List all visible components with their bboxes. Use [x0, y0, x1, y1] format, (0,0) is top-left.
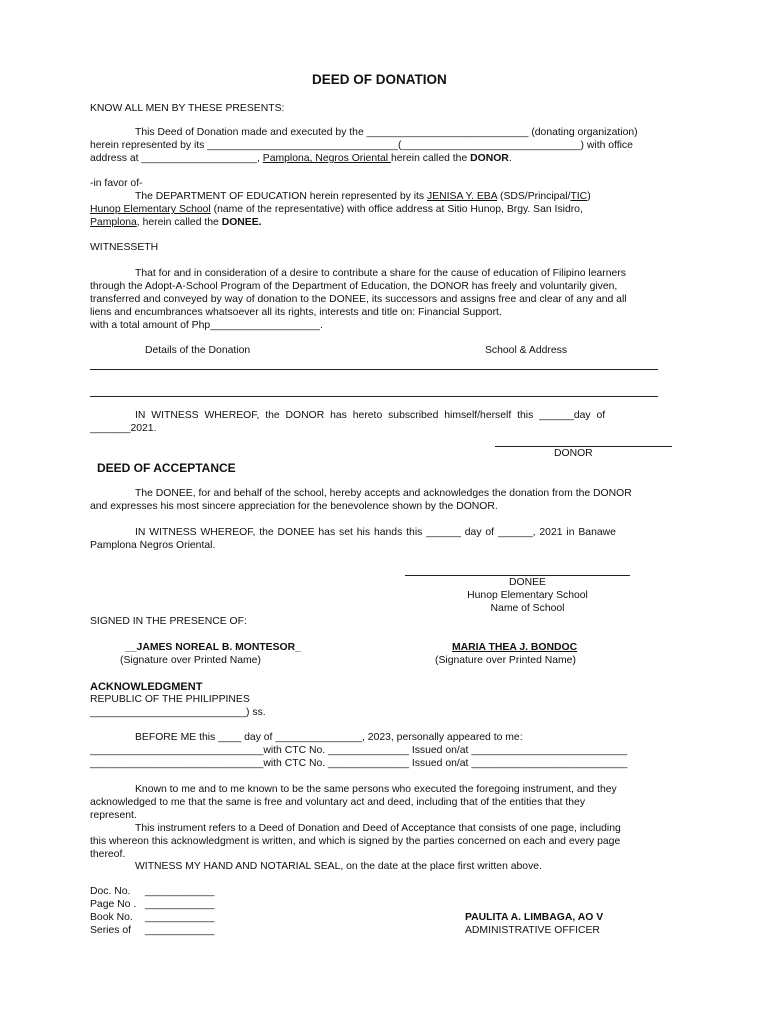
details-line-1 [90, 369, 658, 370]
republic-line: REPUBLIC OF THE PHILIPPINES [90, 694, 250, 705]
school-address-header: School & Address [485, 345, 568, 356]
donor-term: DONOR [470, 153, 509, 164]
donor-place: Pamplona, Negros Oriental [262, 153, 391, 164]
book-no-label: Book No. [90, 912, 133, 923]
page-no-blank: ____________ [145, 899, 215, 910]
consideration-line-3: transferred and conveyed by way of donation to the DONEE, its successors and assigns free and clear of any and all [90, 294, 627, 305]
donee-called: , herein called the [136, 217, 222, 228]
consideration-line-2: through the Adopt-A-School Program of the Department of Education, the DONOR has freely and voluntarily given, [90, 281, 618, 292]
donee-para-line-1 [135, 191, 591, 204]
signed-presence-heading: SIGNED IN THE PRESENCE OF: [90, 616, 247, 627]
acknowledgment-title: ACKNOWLEDGMENT [90, 681, 203, 693]
representative-name: JENISA Y. EBA [427, 191, 498, 202]
intro-line: KNOW ALL MEN BY THESE PRESENTS: [90, 103, 285, 114]
document-title: DEED OF DONATION [312, 72, 447, 87]
donee-witness-line-1: IN WITNESS WHEREOF, the DONEE has set his hands this ______ day of ______, 2021 in Banawe [135, 527, 616, 538]
donee-school: Hunop Elementary School [467, 590, 588, 601]
donor-signature-line [495, 446, 672, 447]
doc-no-blank: ____________ [145, 886, 215, 897]
office-address: (name of the representative) with office address at Sitio Hunop, Brgy. San Isidro, [210, 204, 583, 215]
address-blank: address at ____________________, [90, 153, 263, 164]
close-paren: ) [587, 191, 591, 202]
ctc-line-1: ______________________________with CTC No. ______________ Issued on/at ___________________________ [90, 745, 628, 756]
school-name: Hunop Elementary School [90, 204, 211, 215]
donation-para-line-1: This Deed of Donation made and executed by the ____________________________ (donating organization) [135, 127, 638, 138]
before-me-line: BEFORE ME this ____ day of _______________, 2023, personally appeared to me: [135, 732, 523, 743]
donor-witness-line-2: _______2021. [90, 423, 157, 434]
details-header: Details of the Donation [145, 345, 251, 356]
doc-no-label: Doc. No. [90, 886, 131, 897]
donor-signature-label: DONOR [554, 448, 593, 459]
donee-term: DONEE. [221, 217, 262, 228]
series-of-label: Series of [90, 925, 132, 936]
acceptance-para-line-1: The DONEE, for and behalf of the school, hereby accepts and acknowledges the donation from the DONOR [135, 488, 632, 499]
instrument-line-1: This instrument refers to a Deed of Donation and Deed of Acceptance that consists of one page, including [135, 823, 621, 834]
witness-a-name: __JAMES NOREAL B. MONTESOR_ [125, 642, 301, 653]
donation-para-line-2: herein represented by its _________________________________(_______________________________) with office [90, 140, 633, 151]
page-no-label: Page No . [90, 899, 137, 910]
in-favor-of: -in favor of- [90, 178, 143, 189]
acceptance-title: DEED OF ACCEPTANCE [97, 461, 236, 475]
consideration-line-1: That for and in consideration of a desire to contribute a share for the cause of education of Filipino learners [135, 268, 626, 279]
donee-para-line-2 [90, 204, 583, 217]
known-line-1: Known to me and to me known to be the same persons who executed the foregoing instrument, and they [135, 784, 617, 795]
instrument-line-3: thereof. [90, 849, 126, 860]
donee-school-caption: Name of School [490, 603, 565, 614]
donor-witness-line-1: IN WITNESS WHEREOF, the DONOR has hereto subscribed himself/herself this ______day of [135, 410, 606, 421]
tic-text: TIC [570, 191, 588, 202]
book-no-blank: ____________ [145, 912, 215, 923]
position-text: (SDS/Principal/ [497, 191, 571, 202]
period: . [508, 153, 512, 164]
officer-name: PAULITA A. LIMBAGA, AO V [465, 912, 604, 923]
officer-title: ADMINISTRATIVE OFFICER [465, 925, 600, 936]
total-amount-line: with a total amount of Php___________________. [90, 320, 323, 331]
known-line-3: represent. [90, 810, 137, 821]
consideration-line-4: liens and encumbrances whatsoever all its rights, interests and title on: Financial Support. [90, 307, 502, 318]
witnesseth-heading: WITNESSETH [90, 242, 159, 253]
donor-called: herein called the [390, 153, 471, 164]
town-name: Pamplona [90, 217, 137, 228]
notarial-seal-line: WITNESS MY HAND AND NOTARIAL SEAL, on the date at the place first written above. [135, 861, 542, 872]
donation-para-line-3 [90, 153, 512, 166]
donee-label: DONEE [509, 577, 546, 588]
witness-b-caption: (Signature over Printed Name) [435, 655, 576, 666]
instrument-line-2: this whereon this acknowledgment is written, and which is signed by the parties concerned on each and every page [90, 836, 621, 847]
details-line-2 [90, 396, 658, 397]
witness-b-name: MARIA THEA J. BONDOC [452, 642, 578, 653]
known-line-2: acknowledged to me that the same is free and voluntary act and deed, including that of the entities that they [90, 797, 586, 808]
donee-signature-line [405, 575, 630, 576]
deped-text: The DEPARTMENT OF EDUCATION herein represented by its [135, 191, 427, 202]
donee-para-line-3 [90, 217, 262, 230]
donee-witness-line-2: Pamplona Negros Oriental. [90, 540, 216, 551]
witness-a-caption: (Signature over Printed Name) [120, 655, 261, 666]
acceptance-para-line-2: and expresses his most sincere appreciation for the benevolence shown by the DONOR. [90, 501, 498, 512]
ss-line: ___________________________) ss. [90, 707, 266, 718]
series-of-blank: ____________ [145, 925, 215, 936]
ctc-line-2: ______________________________with CTC No. ______________ Issued on/at ___________________________ [90, 758, 628, 769]
